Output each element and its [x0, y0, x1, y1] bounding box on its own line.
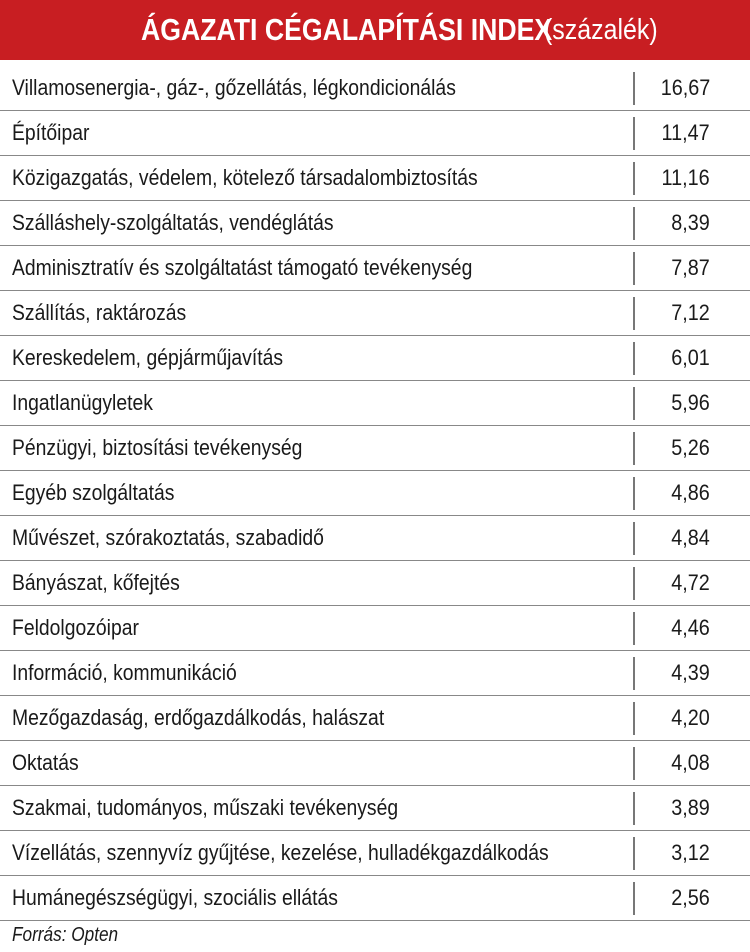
source-note: Forrás: Opten	[12, 924, 119, 946]
row-value: 4,46	[671, 615, 710, 640]
row-label: Egyéb szolgáltatás	[12, 480, 175, 505]
column-separator	[633, 657, 635, 690]
row-value: 7,87	[671, 255, 710, 280]
table-row	[0, 201, 750, 246]
table-row	[0, 516, 750, 561]
row-label: Szállítás, raktározás	[12, 300, 187, 325]
row-value: 16,67	[660, 75, 710, 100]
row-label: Vízellátás, szennyvíz gyűjtése, kezelése, hulladékgazdálkodás	[12, 840, 549, 865]
row-value: 5,96	[671, 390, 710, 415]
index-table	[0, 66, 750, 921]
row-label: Közigazgatás, védelem, kötelező társadalombiztosítás	[12, 165, 478, 190]
row-label: Információ, kommunikáció	[12, 660, 237, 685]
row-value: 4,72	[671, 570, 710, 595]
table-row	[0, 111, 750, 156]
row-value: 4,86	[671, 480, 710, 505]
column-separator	[633, 792, 635, 825]
column-separator	[633, 297, 635, 330]
column-separator	[633, 387, 635, 420]
table-row	[0, 246, 750, 291]
row-value: 3,12	[671, 840, 710, 865]
row-value: 7,12	[671, 300, 710, 325]
table-row	[0, 561, 750, 606]
row-label: Művészet, szórakoztatás, szabadidő	[12, 525, 324, 550]
column-separator	[633, 702, 635, 735]
column-separator	[633, 612, 635, 645]
row-label: Bányászat, kőfejtés	[12, 570, 180, 595]
row-value: 8,39	[671, 210, 710, 235]
table-row	[0, 66, 750, 111]
column-separator	[633, 882, 635, 915]
table-row	[0, 606, 750, 651]
column-separator	[633, 567, 635, 600]
table-row	[0, 831, 750, 876]
table-row	[0, 381, 750, 426]
table-row	[0, 741, 750, 786]
table-row	[0, 336, 750, 381]
row-value: 4,20	[671, 705, 710, 730]
row-value: 11,47	[661, 120, 710, 145]
column-separator	[633, 252, 635, 285]
row-label: Oktatás	[12, 750, 79, 775]
row-value: 4,84	[671, 525, 710, 550]
row-value: 5,26	[671, 435, 710, 460]
row-label: Mezőgazdaság, erdőgazdálkodás, halászat	[12, 705, 385, 730]
column-separator	[633, 432, 635, 465]
row-value: 4,08	[671, 750, 710, 775]
row-value: 2,56	[671, 885, 710, 910]
row-label: Ingatlanügyletek	[12, 390, 153, 415]
table-row	[0, 786, 750, 831]
column-separator	[633, 342, 635, 375]
table-row	[0, 291, 750, 336]
row-label: Villamosenergia-, gáz-, gőzellátás, légkondicionálás	[12, 75, 456, 100]
row-label: Szálláshely-szolgáltatás, vendéglátás	[12, 210, 334, 235]
column-separator	[633, 207, 635, 240]
table-row	[0, 651, 750, 696]
column-separator	[633, 747, 635, 780]
column-separator	[633, 72, 635, 105]
row-value: 3,89	[671, 795, 710, 820]
column-separator	[633, 837, 635, 870]
table-row	[0, 876, 750, 921]
row-label: Pénzügyi, biztosítási tevékenység	[12, 435, 303, 460]
table-title: ÁGAZATI CÉGALAPÍTÁSI INDEX	[140, 12, 553, 47]
table-header	[0, 0, 750, 60]
column-separator	[633, 522, 635, 555]
row-label: Kereskedelem, gépjárműjavítás	[12, 345, 284, 370]
row-label: Feldolgozóipar	[12, 615, 139, 640]
row-value: 11,16	[661, 165, 710, 190]
column-separator	[633, 477, 635, 510]
column-separator	[633, 117, 635, 150]
table-row	[0, 696, 750, 741]
row-label: Adminisztratív és szolgáltatást támogató tevékenység	[12, 255, 473, 280]
table-row	[0, 426, 750, 471]
row-label: Humánegészségügyi, szociális ellátás	[12, 885, 338, 910]
table-row	[0, 156, 750, 201]
row-label: Szakmai, tudományos, műszaki tevékenység	[12, 795, 399, 820]
row-value: 6,01	[671, 345, 710, 370]
table-unit: (százalék)	[544, 13, 658, 46]
column-separator	[633, 162, 635, 195]
row-value: 4,39	[671, 660, 710, 685]
table-row	[0, 471, 750, 516]
row-label: Építőipar	[12, 120, 90, 145]
